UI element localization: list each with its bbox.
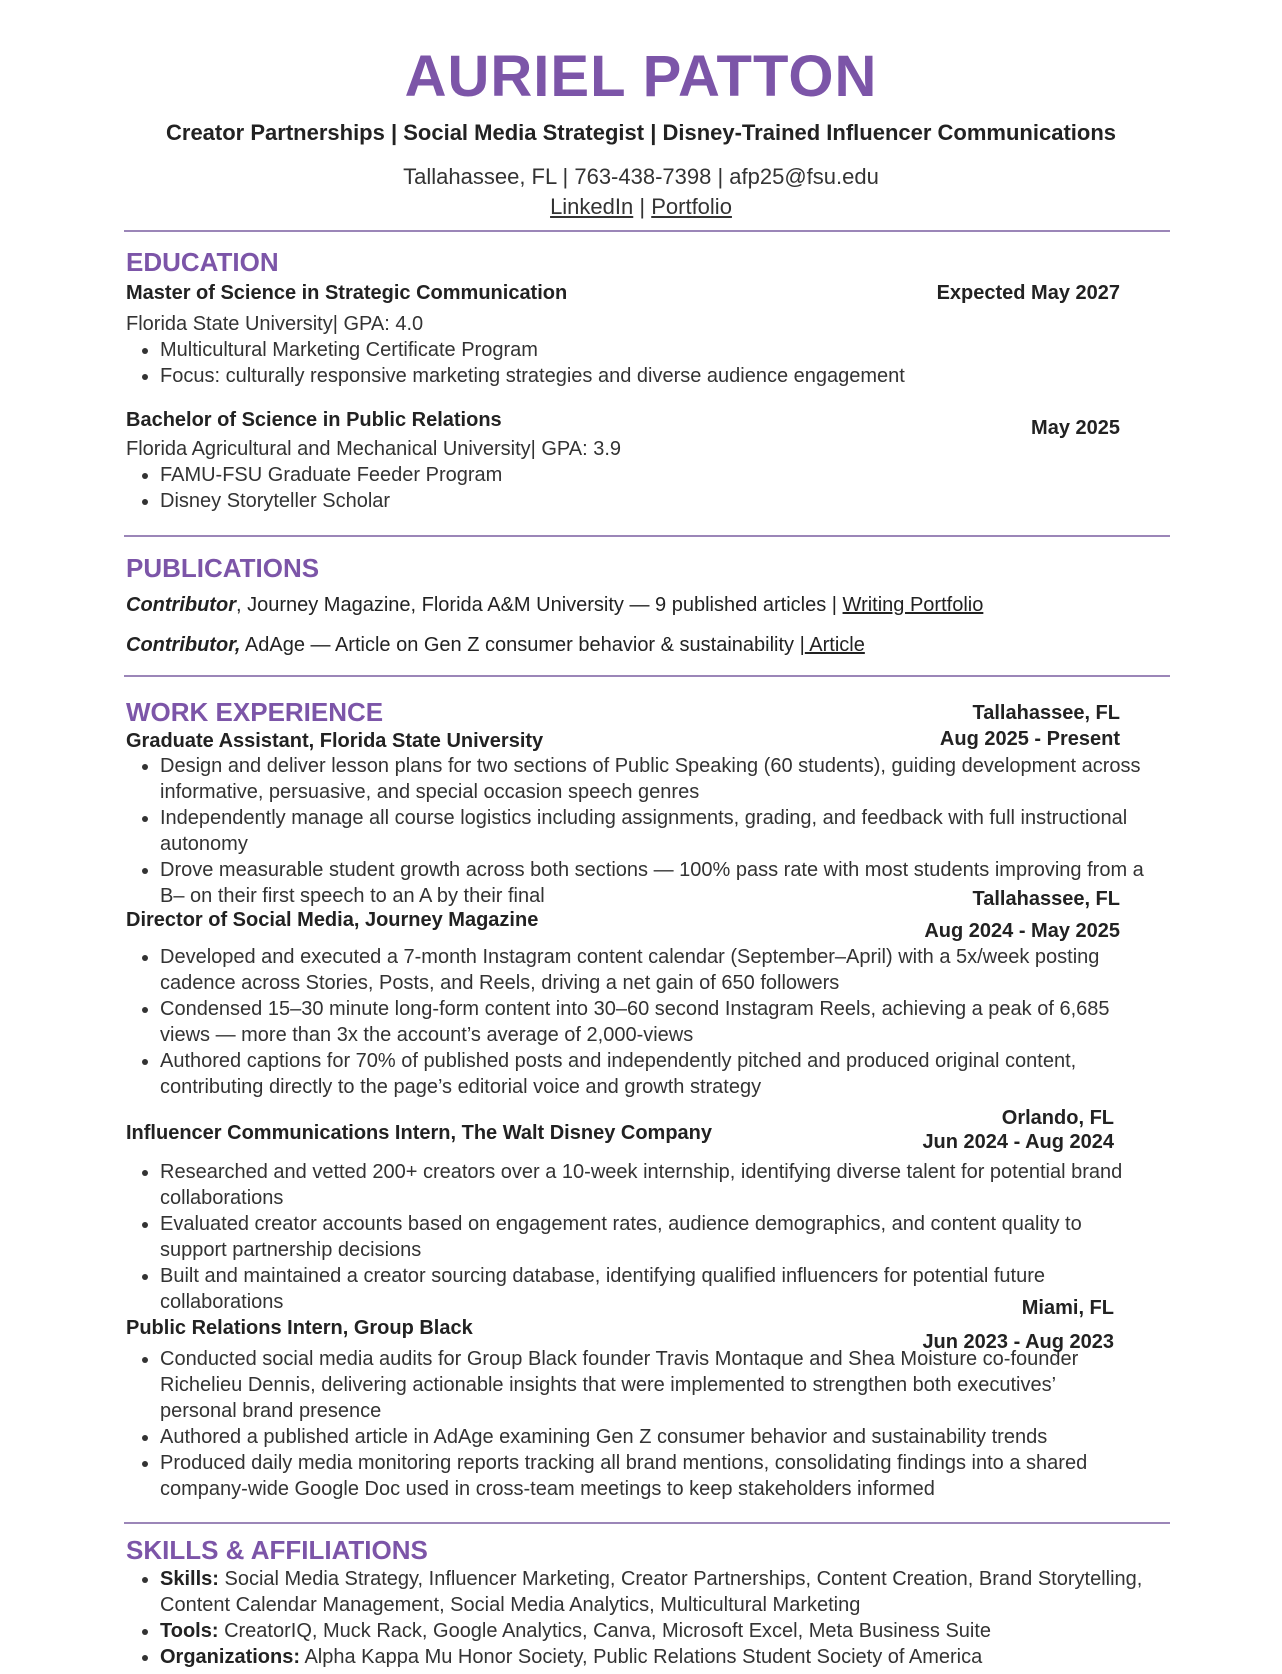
list-item: • Focus: culturally responsive marketing strategies and diverse audience engagement <box>160 363 1146 389</box>
organizations-label: Organizations: <box>160 1646 301 1668</box>
link-separator: | <box>639 194 646 219</box>
publications-section <box>126 552 1146 658</box>
organizations-text: Alpha Kappa Mu Honor Society, Public Relations Student Society of America <box>300 1646 983 1668</box>
education-section <box>126 246 1146 514</box>
job-dates: Aug 2025 - Present <box>939 728 1120 750</box>
publication-text: AdAge — Article on Gen Z consumer behavior & sustainability | <box>240 634 805 656</box>
job-meta <box>922 1291 1114 1359</box>
article-link[interactable]: Article <box>804 634 865 656</box>
education-date: May 2025 <box>1031 417 1120 439</box>
tools-text: CreatorIQ, Muck Rack, Google Analytics, Canva, Microsoft Excel, Meta Business Suite <box>218 1620 992 1642</box>
publication-item <box>126 592 1146 618</box>
education-bullets <box>126 337 1146 389</box>
skills-section <box>126 1534 1146 1670</box>
list-item: • Conducted social media audits for Group Black founder Travis Montaque and Shea Moisture co-founder Richelieu Dennis, delivering actionable insights that were implemented to strengthen both executives’ personal brand presence <box>160 1346 1110 1424</box>
skills-label: Skills: <box>160 1568 219 1590</box>
publication-role: Contributor <box>126 594 236 616</box>
list-item: • Authored a published article in AdAge examining Gen Z consumer behavior and sustainability trends <box>160 1424 1110 1450</box>
job-dates: Aug 2024 - May 2025 <box>924 920 1120 942</box>
job-dates: Jun 2023 - Aug 2023 <box>922 1331 1114 1353</box>
job-title: Graduate Assistant, Florida State University <box>126 730 544 752</box>
profile-links <box>0 192 1282 222</box>
job-title: Director of Social Media, Journey Magazine <box>126 909 539 931</box>
resume-header <box>0 0 1282 222</box>
list-item: • Independently manage all course logistics including assignments, grading, and feedback with full instructional autonomy <box>160 805 1150 857</box>
education-entry <box>126 282 1146 389</box>
list-item: • Authored captions for 70% of published posts and independently pitched and produced original content, contributing directly to the page’s editorial voice and growth strategy <box>160 1048 1150 1100</box>
section-title-education: EDUCATION <box>126 247 279 277</box>
section-title-skills: SKILLS & AFFILIATIONS <box>126 1535 428 1565</box>
divider <box>124 675 1170 677</box>
school-info: Florida State University| GPA: 4.0 <box>126 313 424 335</box>
list-item: • Multicultural Marketing Certificate Program <box>160 337 1146 363</box>
job-location: Miami, FL <box>1021 1297 1114 1319</box>
job-entry <box>126 1107 1146 1315</box>
section-title-experience: WORK EXPERIENCE <box>126 697 384 727</box>
list-item: • Researched and vetted 200+ creators over a 10-week internship, identifying diverse talent for potential brand collaborations <box>160 1159 1150 1211</box>
list-item: • Evaluated creator accounts based on engagement rates, audience demographics, and content quality to support partnership decisions <box>160 1211 1150 1263</box>
skills-item <box>160 1566 1160 1618</box>
tagline: Creator Partnerships | Social Media Strategist | Disney-Trained Influencer Communications <box>166 120 1116 145</box>
divider <box>124 230 1170 232</box>
job-meta <box>922 1106 1114 1154</box>
list-item: • Disney Storyteller Scholar <box>160 488 1146 514</box>
list-item: • Design and deliver lesson plans for two sections of Public Speaking (60 students), guiding development across informative, persuasive, and special occasion speech genres <box>160 753 1150 805</box>
job-title: Public Relations Intern, Group Black <box>126 1317 473 1339</box>
job-bullets <box>126 944 1150 1100</box>
job-location: Orlando, FL <box>1001 1107 1114 1129</box>
job-dates: Jun 2024 - Aug 2024 <box>922 1131 1114 1153</box>
section-title-publications: PUBLICATIONS <box>126 553 320 583</box>
education-entry <box>126 409 1146 514</box>
writing-portfolio-link[interactable]: Writing Portfolio <box>842 594 984 616</box>
divider <box>124 535 1170 537</box>
degree-title: Master of Science in Strategic Communication <box>126 282 568 304</box>
degree-title: Bachelor of Science in Public Relations <box>126 409 502 431</box>
contact-info: Tallahassee, FL | 763-438-7398 | afp25@fsu.edu <box>403 164 879 189</box>
list-item: • Drove measurable student growth across both sections — 100% pass rate with most students improving from a B– on their first speech to an A by their final <box>160 857 1150 909</box>
list-item: • FAMU-FSU Graduate Feeder Program <box>160 462 1146 488</box>
tools-label: Tools: <box>160 1620 219 1642</box>
job-title: Influencer Communications Intern, The Walt Disney Company <box>126 1122 713 1144</box>
education-date: Expected May 2027 <box>936 282 1120 304</box>
linkedin-link[interactable]: LinkedIn <box>550 194 634 219</box>
skills-text: Social Media Strategy, Influencer Marketing, Creator Partnerships, Content Creation, Brand Storytelling, Content Calendar Management, Social Media Analytics, Multicultural Marketing <box>160 1568 1143 1616</box>
job-entry <box>126 1297 1146 1502</box>
job-location: Tallahassee, FL <box>972 888 1120 910</box>
tools-item <box>160 1618 1160 1644</box>
portfolio-link[interactable]: Portfolio <box>651 194 732 219</box>
job-location: Tallahassee, FL <box>972 702 1120 724</box>
list-item: • Built and maintained a creator sourcing database, identifying qualified influencers for potential future collaborations <box>160 1263 1150 1315</box>
publication-item <box>126 632 1146 658</box>
experience-section <box>126 696 1146 1502</box>
list-item: • Condensed 15–30 minute long-form content into 30–60 second Instagram Reels, achieving a peak of 6,685 views — more than 3x the account’s average of 2,000-views <box>160 996 1150 1048</box>
job-bullets <box>126 1346 1110 1502</box>
job-entry <box>126 888 1146 1100</box>
school-info: Florida Agricultural and Mechanical University| GPA: 3.9 <box>126 438 622 460</box>
education-bullets <box>126 462 1146 514</box>
organizations-item <box>160 1644 1160 1670</box>
job-meta <box>924 883 1120 947</box>
candidate-name: AURIEL PATTON <box>404 44 878 109</box>
skills-list <box>126 1566 1160 1670</box>
divider <box>124 1522 1170 1524</box>
list-item: • Developed and executed a 7-month Instagram content calendar (September–April) with a 5x/week posting cadence across Stories, Posts, and Reels, driving a net gain of 650 followers <box>160 944 1150 996</box>
publication-role: Contributor, <box>126 634 241 656</box>
list-item: • Produced daily media monitoring reports tracking all brand mentions, consolidating findings into a shared company-wide Google Doc used in cross-team meetings to keep stakeholders informed <box>160 1450 1110 1502</box>
publication-text: , Journey Magazine, Florida A&M University — 9 published articles | <box>235 594 843 616</box>
job-meta <box>940 700 1120 752</box>
